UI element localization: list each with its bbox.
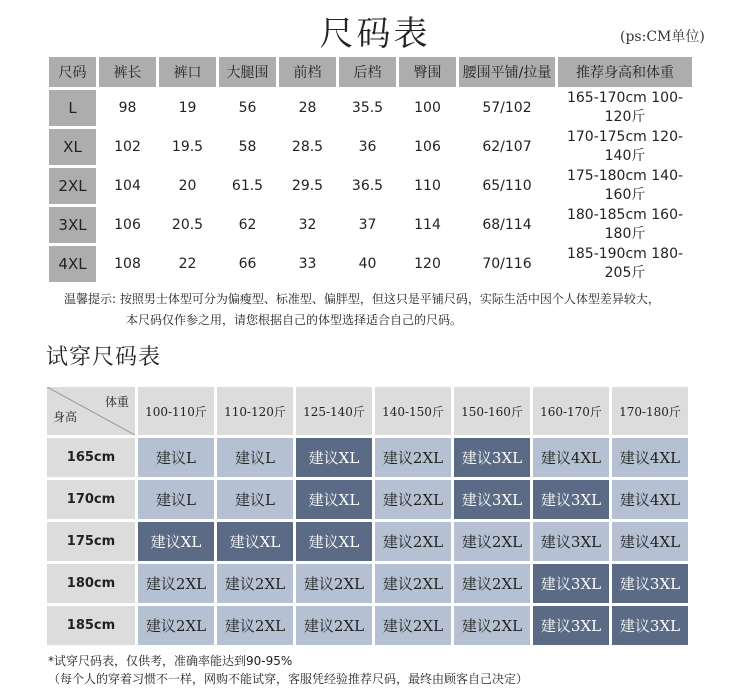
weight-header: 110-120斤: [217, 387, 293, 435]
tip-line-2: 本尺码仅作参之用，请您根据自己的体型选择适合自己的尺码。: [126, 313, 463, 327]
table-cell: 20.5: [159, 207, 216, 243]
tip-line-1: 温馨提示: 按照男士体型可分为偏瘦型、标准型、偏胖型，但这只是平铺尺码，实际生活中因个人体型差异较大，: [64, 292, 660, 306]
table-cell: 108: [99, 246, 156, 282]
table-cell: 68/114: [459, 207, 555, 243]
header-cell: 推荐身高和体重: [558, 57, 692, 87]
size-label: 2XL: [49, 168, 96, 204]
header-cell: 后档: [339, 57, 396, 87]
size-label: 3XL: [49, 207, 96, 243]
table-cell: 19: [159, 90, 216, 126]
height-label: 身高: [53, 410, 78, 424]
size-label: XL: [49, 129, 96, 165]
table-row: [49, 246, 692, 282]
fit-cell: 建议2XL: [375, 480, 451, 519]
height-cell: 165cm: [47, 438, 135, 477]
fit-cell: 建议2XL: [296, 564, 372, 603]
fit-cell: 建议2XL: [138, 606, 214, 645]
fit-cell: 建议3XL: [533, 564, 609, 603]
table-cell: 33: [279, 246, 336, 282]
fit-cell: 建议2XL: [138, 564, 214, 603]
table-cell: 170-175cm 120-140斤: [558, 129, 692, 165]
fit-cell: 建议L: [217, 438, 293, 477]
header-cell: 大腿围: [219, 57, 276, 87]
table-cell: 114: [399, 207, 456, 243]
fit-cell: 建议4XL: [612, 522, 688, 561]
table-cell: 106: [99, 207, 156, 243]
fit-cell: 建议2XL: [454, 606, 530, 645]
fit-cell: 建议3XL: [454, 480, 530, 519]
fit-cell: 建议XL: [296, 438, 372, 477]
table-row: [47, 564, 688, 603]
table-row: [47, 480, 688, 519]
unit-note: (ps:CM单位): [620, 29, 705, 45]
fit-cell: 建议3XL: [533, 522, 609, 561]
corner-cell: [47, 387, 135, 435]
fit-cell: 建议2XL: [375, 522, 451, 561]
table-cell: 180-185cm 160-180斤: [558, 207, 692, 243]
table-cell: 36: [339, 129, 396, 165]
fit-cell: 建议3XL: [533, 480, 609, 519]
fit-cell: 建议2XL: [375, 564, 451, 603]
fit-table: [44, 384, 691, 648]
fit-cell: 建议XL: [296, 522, 372, 561]
footnote: [48, 652, 528, 688]
height-cell: 180cm: [47, 564, 135, 603]
table-cell: 32: [279, 207, 336, 243]
table-cell: 65/110: [459, 168, 555, 204]
table-cell: 20: [159, 168, 216, 204]
header-cell: 腰围平铺/拉量: [459, 57, 555, 87]
table-cell: 165-170cm 100-120斤: [558, 90, 692, 126]
table-cell: 110: [399, 168, 456, 204]
size-tip: [64, 289, 660, 331]
table-row: [47, 606, 688, 645]
fit-cell: 建议L: [138, 438, 214, 477]
fit-cell: 建议2XL: [217, 564, 293, 603]
height-cell: 170cm: [47, 480, 135, 519]
header-cell: 前档: [279, 57, 336, 87]
table-cell: 62: [219, 207, 276, 243]
table-cell: 40: [339, 246, 396, 282]
table-cell: 37: [339, 207, 396, 243]
table-cell: 185-190cm 180-205斤: [558, 246, 692, 282]
fit-cell: 建议4XL: [612, 438, 688, 477]
table-row: [47, 522, 688, 561]
fit-cell: 建议2XL: [296, 606, 372, 645]
table-row: [49, 90, 692, 126]
table-cell: 66: [219, 246, 276, 282]
fit-table-header: [47, 387, 688, 435]
header-cell: 裤口: [159, 57, 216, 87]
height-cell: 185cm: [47, 606, 135, 645]
table-cell: 19.5: [159, 129, 216, 165]
fit-cell: 建议3XL: [454, 438, 530, 477]
fit-cell: 建议3XL: [612, 564, 688, 603]
weight-header: 125-140斤: [296, 387, 372, 435]
table-cell: 57/102: [459, 90, 555, 126]
table-cell: 29.5: [279, 168, 336, 204]
table-cell: 58: [219, 129, 276, 165]
table-cell: 175-180cm 140-160斤: [558, 168, 692, 204]
size-table-header: [49, 57, 692, 87]
weight-header: 160-170斤: [533, 387, 609, 435]
fit-cell: 建议2XL: [217, 606, 293, 645]
table-cell: 28.5: [279, 129, 336, 165]
table-cell: 98: [99, 90, 156, 126]
table-row: [49, 129, 692, 165]
table-cell: 35.5: [339, 90, 396, 126]
header-cell: 臀围: [399, 57, 456, 87]
fit-cell: 建议L: [138, 480, 214, 519]
weight-header: 170-180斤: [612, 387, 688, 435]
fit-cell: 建议2XL: [375, 606, 451, 645]
fit-table-title: 试穿尺码表: [46, 345, 162, 370]
table-cell: 106: [399, 129, 456, 165]
fit-cell: 建议2XL: [375, 438, 451, 477]
fit-cell: 建议3XL: [533, 606, 609, 645]
fit-cell: 建议2XL: [454, 522, 530, 561]
size-label: L: [49, 90, 96, 126]
table-cell: 102: [99, 129, 156, 165]
weight-label: 体重: [104, 395, 129, 409]
table-cell: 36.5: [339, 168, 396, 204]
fit-cell: 建议4XL: [612, 480, 688, 519]
weight-header: 140-150斤: [375, 387, 451, 435]
fit-cell: 建议XL: [217, 522, 293, 561]
fit-cell: 建议XL: [296, 480, 372, 519]
fit-cell: 建议4XL: [533, 438, 609, 477]
table-cell: 28: [279, 90, 336, 126]
table-row: [49, 168, 692, 204]
size-label: 4XL: [49, 246, 96, 282]
table-row: [47, 438, 688, 477]
table-cell: 120: [399, 246, 456, 282]
header-cell: 尺码: [49, 57, 96, 87]
size-table: [46, 54, 695, 285]
fit-cell: 建议3XL: [612, 606, 688, 645]
page-title: 尺码表: [319, 14, 431, 54]
footnote-line-2: （每个人的穿着习惯不一样，网购不能试穿，客服凭经验推荐尺码，最终由顾客自己决定）: [48, 672, 529, 686]
table-cell: 61.5: [219, 168, 276, 204]
header-cell: 裤长: [99, 57, 156, 87]
table-cell: 100: [399, 90, 456, 126]
table-cell: 56: [219, 90, 276, 126]
table-cell: 70/116: [459, 246, 555, 282]
fit-cell: 建议L: [217, 480, 293, 519]
fit-cell: 建议XL: [138, 522, 214, 561]
height-cell: 175cm: [47, 522, 135, 561]
table-cell: 104: [99, 168, 156, 204]
footnote-line-1: *试穿尺码表，仅供考，准确率能达到90-95%: [48, 654, 293, 668]
table-row: [49, 207, 692, 243]
fit-cell: 建议2XL: [454, 564, 530, 603]
weight-header: 100-110斤: [138, 387, 214, 435]
weight-header: 150-160斤: [454, 387, 530, 435]
table-cell: 62/107: [459, 129, 555, 165]
table-cell: 22: [159, 246, 216, 282]
